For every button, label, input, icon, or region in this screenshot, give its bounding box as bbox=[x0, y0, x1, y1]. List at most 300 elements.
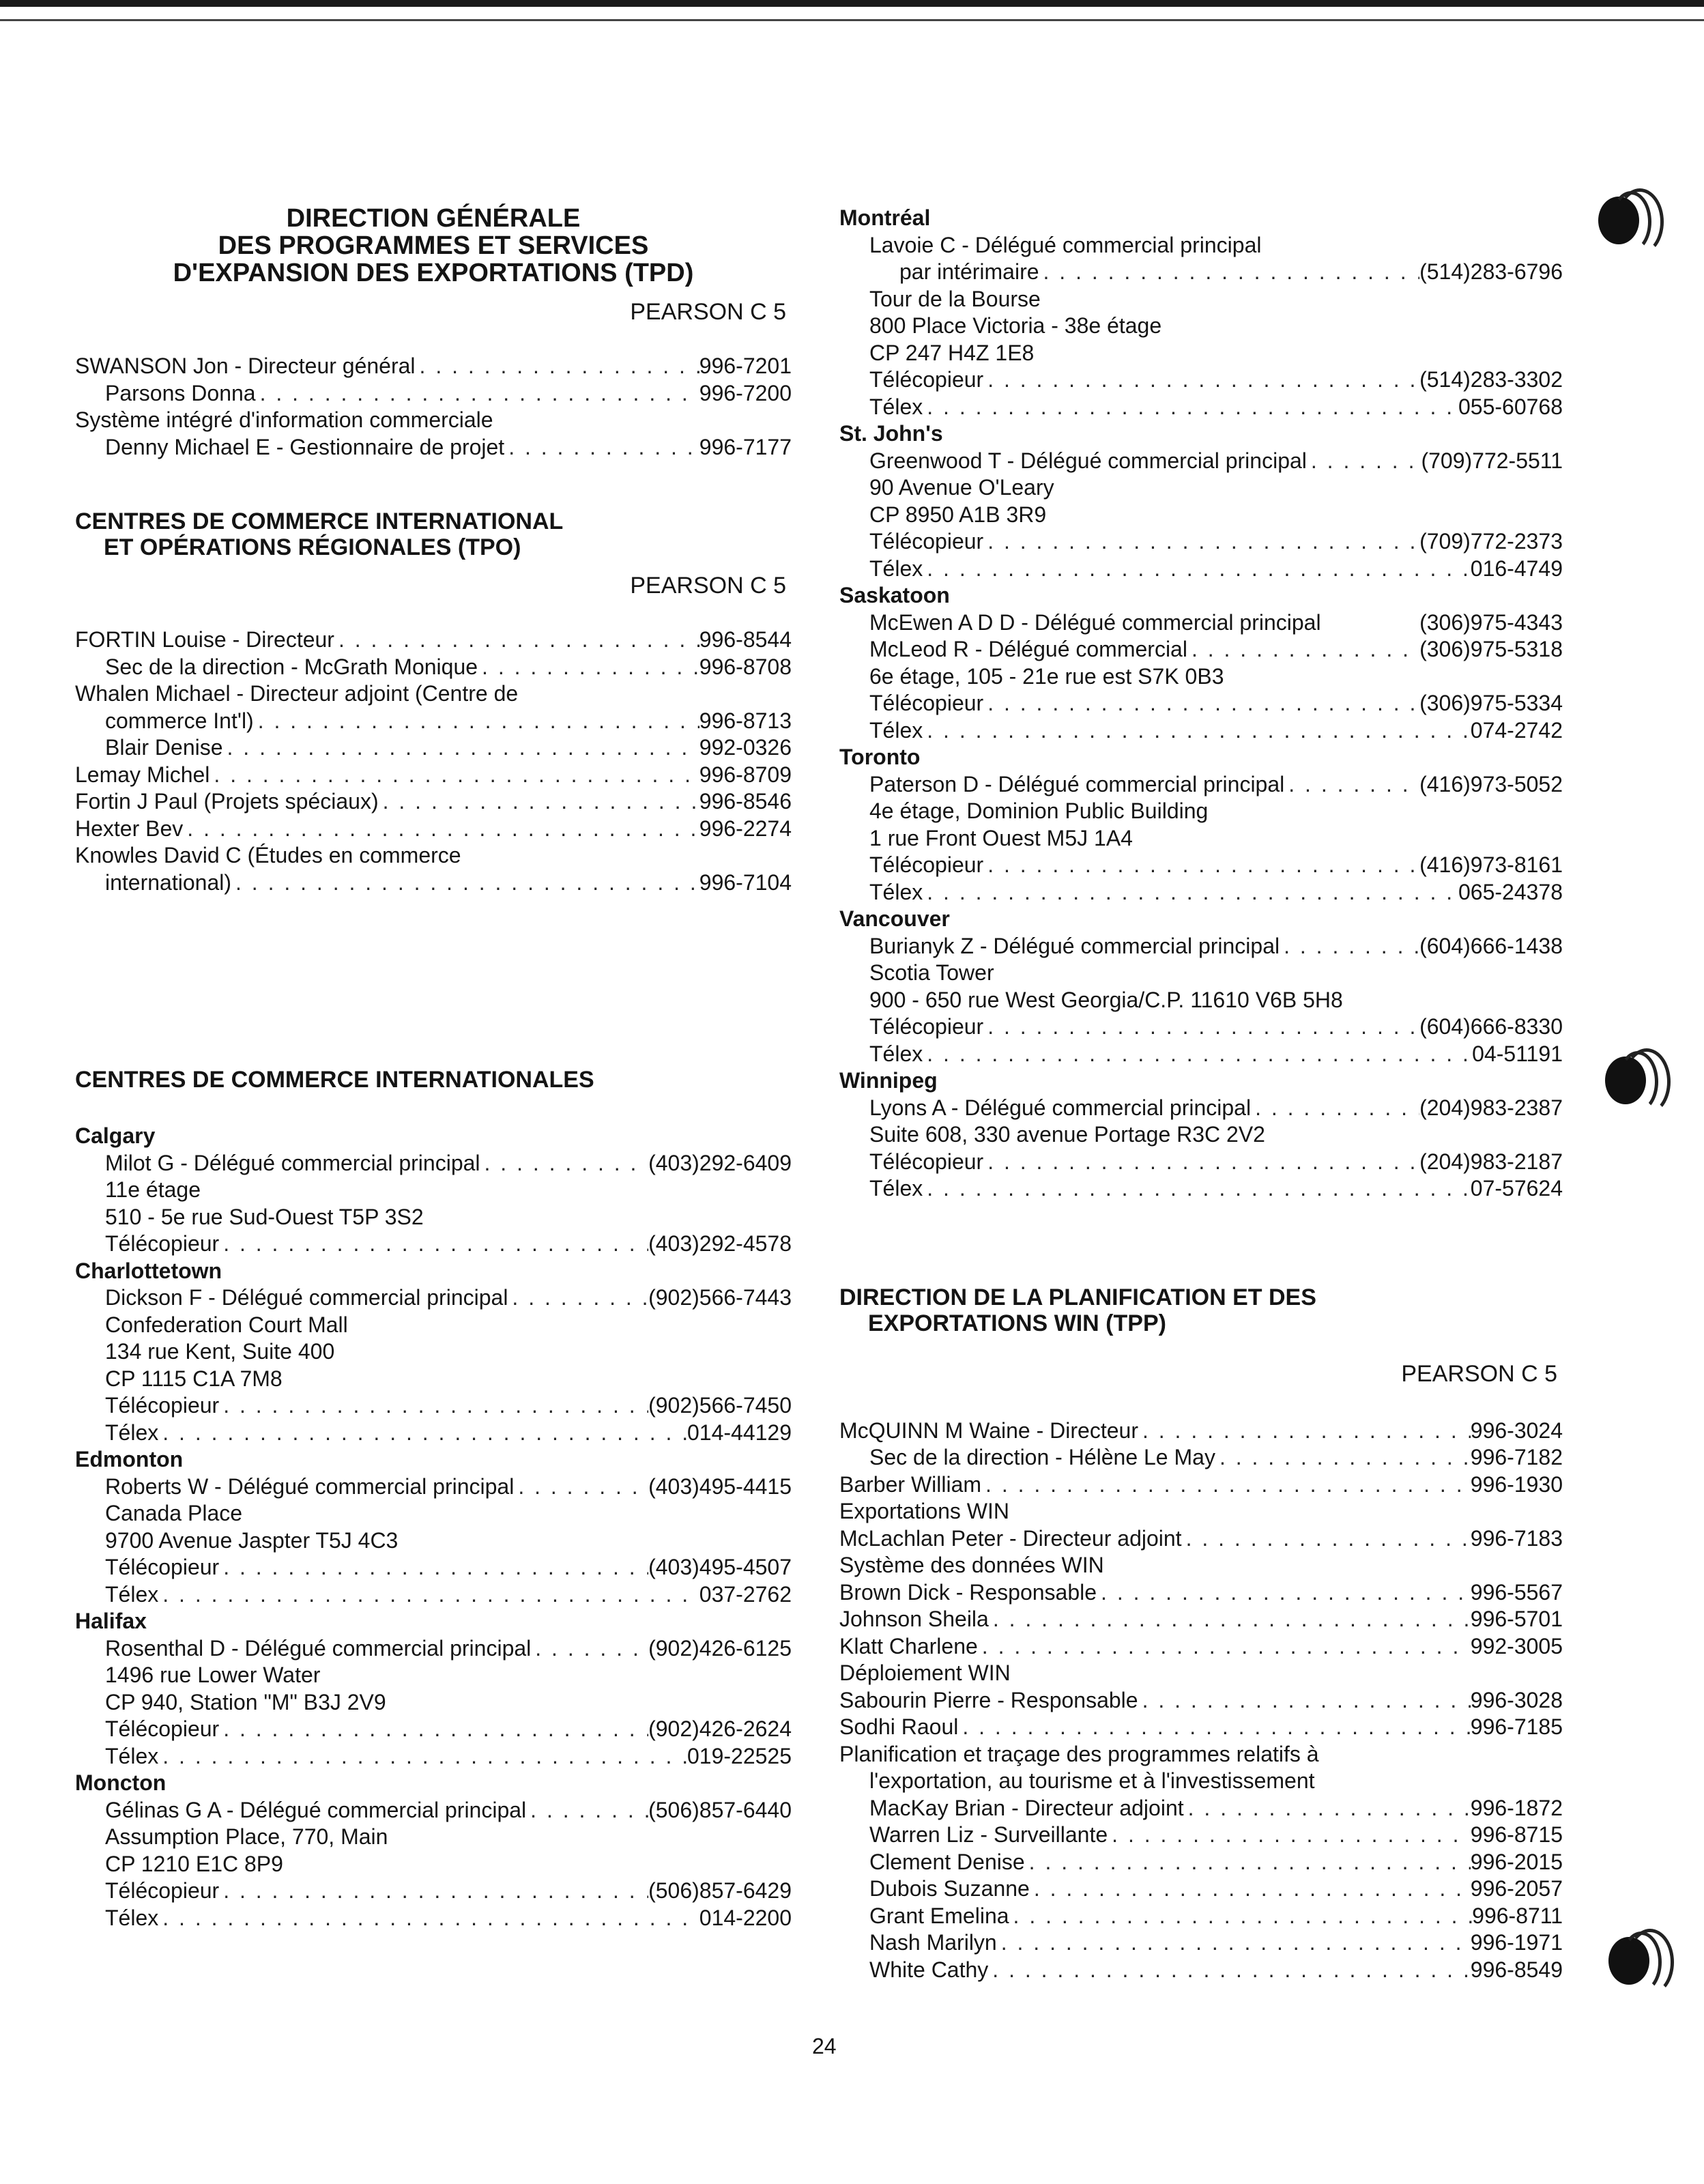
entry-label: Denny Michael E - Gestionnaire de projet bbox=[105, 434, 505, 459]
directory-row bbox=[839, 1095, 1563, 1122]
directory-row bbox=[75, 1312, 792, 1339]
directory-row bbox=[839, 1957, 1563, 1984]
entry-label: Confederation Court Mall bbox=[105, 1312, 348, 1337]
dot-leader bbox=[1097, 1579, 1471, 1607]
entry-phone: 996-3024 bbox=[1470, 1418, 1563, 1443]
directory-row bbox=[75, 1662, 792, 1689]
room-location: PEARSON C 5 bbox=[1401, 1360, 1557, 1387]
dot-leader bbox=[254, 708, 699, 735]
entry-label: Télex bbox=[869, 394, 923, 419]
entry-label: Déploiement WIN bbox=[839, 1661, 1011, 1685]
entry-phone: 996-1971 bbox=[1470, 1930, 1563, 1955]
entry-label: McEwen A D D - Délégué commercial principal bbox=[869, 609, 1321, 635]
entry-phone: 996-8549 bbox=[1470, 1957, 1563, 1982]
dot-leader bbox=[508, 1284, 648, 1312]
directory-row bbox=[839, 1849, 1563, 1876]
entry-label: White Cathy bbox=[869, 1957, 989, 1982]
dot-leader bbox=[416, 353, 699, 380]
entry-phone: 996-7185 bbox=[1470, 1714, 1563, 1739]
title-line: D'EXPANSION DES EXPORTATIONS (TPD) bbox=[173, 259, 694, 287]
entry-label: Greenwood T - Délégué commercial principal bbox=[869, 448, 1307, 473]
entry-label: 1496 rue Lower Water bbox=[105, 1663, 321, 1687]
entry-phone: (506)857-6429 bbox=[648, 1878, 792, 1903]
directory-row bbox=[75, 1177, 792, 1204]
entry-phone: 996-3028 bbox=[1470, 1687, 1563, 1712]
dot-leader bbox=[983, 367, 1419, 394]
directory-row bbox=[839, 960, 1563, 987]
entry-label: Télex bbox=[105, 1420, 159, 1445]
dot-leader bbox=[223, 734, 699, 762]
entry-label: McLeod R - Délégué commercial bbox=[869, 637, 1187, 661]
entry-label: Johnson Sheila bbox=[839, 1607, 989, 1631]
dot-leader bbox=[334, 627, 699, 654]
directory-row bbox=[75, 380, 792, 407]
directory-list bbox=[75, 353, 792, 461]
entry-phone: (902)566-7450 bbox=[648, 1393, 792, 1418]
entry-phone: (902)426-6125 bbox=[648, 1635, 792, 1661]
directory-row bbox=[839, 1876, 1563, 1903]
entry-phone: 996-8708 bbox=[699, 654, 792, 679]
directory-row bbox=[75, 1474, 792, 1501]
entry-phone: 996-8713 bbox=[699, 708, 792, 733]
directory-row bbox=[839, 1633, 1563, 1661]
entry-label: Télécopieur bbox=[105, 1555, 220, 1579]
directory-row bbox=[75, 1635, 792, 1663]
entry-phone: 996-2057 bbox=[1470, 1876, 1563, 1901]
entry-label: Télécopieur bbox=[869, 529, 984, 554]
entry-phone: 996-5701 bbox=[1470, 1607, 1563, 1631]
dot-leader bbox=[219, 1878, 648, 1905]
city-heading: Edmonton bbox=[75, 1447, 184, 1471]
entry-label: Gélinas G A - Délégué commercial principal bbox=[105, 1797, 527, 1822]
entry-label: Système des données WIN bbox=[839, 1553, 1104, 1577]
entry-label: Télécopieur bbox=[869, 367, 984, 392]
entry-phone: 996-7201 bbox=[699, 354, 792, 378]
entry-label: SWANSON Jon - Directeur général bbox=[75, 354, 416, 378]
section-title-centres: CENTRES DE COMMERCE INTERNATIONALES bbox=[75, 1067, 594, 1093]
entry-label: Planification et traçage des programmes relatifs à bbox=[839, 1741, 1319, 1766]
entry-label: 9700 Avenue Jaspter T5J 4C3 bbox=[105, 1527, 399, 1553]
dot-leader bbox=[1030, 1876, 1471, 1903]
entry-label: 510 - 5e rue Sud-Ouest T5P 3S2 bbox=[105, 1204, 424, 1229]
entry-phone: (204)983-2387 bbox=[1419, 1095, 1563, 1120]
binder-hole-icon bbox=[1590, 184, 1658, 253]
city-heading: Toronto bbox=[839, 745, 921, 769]
dot-leader bbox=[1025, 1849, 1471, 1876]
room-location: PEARSON C 5 bbox=[630, 299, 786, 325]
dot-leader bbox=[983, 528, 1419, 556]
directory-row bbox=[839, 286, 1563, 313]
dot-leader bbox=[923, 394, 1458, 421]
directory-row bbox=[839, 259, 1563, 286]
entry-label: Barber William bbox=[839, 1471, 982, 1497]
directory-row bbox=[839, 933, 1563, 960]
directory-row bbox=[839, 1498, 1563, 1525]
directory-row bbox=[75, 734, 792, 762]
entry-label: 800 Place Victoria - 38e étage bbox=[869, 313, 1162, 338]
entry-phone: (403)495-4507 bbox=[648, 1555, 792, 1579]
city-heading: Winnipeg bbox=[839, 1068, 938, 1093]
dot-leader bbox=[158, 1420, 687, 1447]
dot-leader bbox=[983, 1149, 1419, 1176]
directory-row bbox=[75, 627, 792, 654]
directory-row bbox=[75, 1204, 792, 1231]
dot-leader bbox=[983, 690, 1419, 717]
entry-phone: 055-60768 bbox=[1458, 394, 1563, 419]
entry-label: Klatt Charlene bbox=[839, 1633, 978, 1658]
entry-label: Tour de la Bourse bbox=[869, 286, 1041, 311]
entry-phone: (514)283-3302 bbox=[1419, 367, 1563, 392]
entry-label: Rosenthal D - Délégué commercial principal bbox=[105, 1635, 532, 1661]
entry-label: Nash Marilyn bbox=[869, 1930, 997, 1955]
directory-row bbox=[839, 340, 1563, 367]
directory-row bbox=[839, 1014, 1563, 1041]
dot-leader bbox=[988, 1957, 1470, 1984]
directory-row bbox=[75, 1797, 792, 1824]
entry-phone: 996-7182 bbox=[1470, 1445, 1563, 1469]
dot-leader bbox=[256, 380, 699, 407]
title-line: DES PROGRAMMES ET SERVICES bbox=[218, 231, 649, 260]
directory-row bbox=[75, 1554, 792, 1581]
dot-leader bbox=[923, 556, 1471, 583]
dot-leader bbox=[1039, 259, 1420, 286]
directory-row bbox=[839, 771, 1563, 799]
entry-label: 900 - 650 rue West Georgia/C.P. 11610 V6B 5H8 bbox=[869, 987, 1343, 1012]
dot-leader bbox=[183, 816, 699, 843]
entry-label: Télécopieur bbox=[105, 1878, 220, 1903]
directory-row bbox=[839, 1929, 1563, 1957]
entry-label: commerce Int'l) bbox=[105, 708, 254, 733]
city-heading: Charlottetown bbox=[75, 1258, 222, 1283]
entry-label: CP 8950 A1B 3R9 bbox=[869, 502, 1047, 527]
entry-phone: 996-7177 bbox=[699, 434, 792, 459]
entry-label: Télécopieur bbox=[869, 1149, 984, 1174]
entry-phone: 996-8709 bbox=[699, 762, 792, 787]
entry-label: Scotia Tower bbox=[869, 960, 994, 985]
dot-leader bbox=[997, 1929, 1471, 1957]
directory-row bbox=[839, 1795, 1563, 1822]
directory-row bbox=[75, 353, 792, 380]
entry-phone: (604)666-1438 bbox=[1419, 933, 1563, 958]
directory-row bbox=[75, 407, 792, 434]
directory-row bbox=[839, 528, 1563, 556]
entry-phone: 037-2762 bbox=[699, 1581, 792, 1607]
entry-label: Sabourin Pierre - Responsable bbox=[839, 1687, 1138, 1712]
directory-row bbox=[75, 1743, 792, 1770]
directory-row bbox=[839, 1149, 1563, 1176]
dot-leader bbox=[231, 870, 699, 897]
entry-label: Sec de la direction - McGrath Monique bbox=[105, 654, 478, 679]
entry-label: Suite 608, 330 avenue Portage R3C 2V2 bbox=[869, 1122, 1265, 1147]
city-heading: Moncton bbox=[75, 1770, 167, 1795]
entry-label: CP 1115 C1A 7M8 bbox=[105, 1366, 283, 1391]
entry-label: Milot G - Délégué commercial principal bbox=[105, 1150, 480, 1175]
directory-row bbox=[839, 1041, 1563, 1068]
directory-list bbox=[839, 1418, 1563, 1984]
directory-row bbox=[839, 1552, 1563, 1579]
dot-leader bbox=[1108, 1822, 1471, 1849]
section-centres bbox=[75, 1067, 792, 1931]
entry-label: Télex bbox=[869, 556, 923, 581]
directory-row bbox=[839, 1175, 1563, 1203]
directory-row bbox=[75, 870, 792, 897]
directory-row bbox=[75, 1284, 792, 1312]
directory-row bbox=[75, 1392, 792, 1420]
city-heading: Montréal bbox=[839, 205, 931, 230]
dot-leader bbox=[978, 1633, 1471, 1661]
directory-row bbox=[839, 1606, 1563, 1633]
top-rule bbox=[0, 19, 1704, 21]
entry-label: Télex bbox=[105, 1743, 159, 1768]
section-tpo bbox=[75, 508, 792, 896]
entry-phone: 074-2742 bbox=[1470, 717, 1563, 743]
entry-label: CP 247 H4Z 1E8 bbox=[869, 340, 1035, 365]
entry-label: 4e étage, Dominion Public Building bbox=[869, 799, 1209, 823]
dot-leader bbox=[989, 1606, 1471, 1633]
entry-phone: 996-7200 bbox=[699, 380, 792, 405]
entry-label: Knowles David C (Études en commerce bbox=[75, 843, 461, 867]
entry-label: Exportations WIN bbox=[839, 1499, 1009, 1523]
title-line: DIRECTION DE LA PLANIFICATION ET DES bbox=[839, 1284, 1316, 1310]
entry-label: Dubois Suzanne bbox=[869, 1876, 1030, 1901]
directory-row bbox=[839, 1822, 1563, 1849]
dot-leader bbox=[1009, 1903, 1473, 1930]
dot-leader bbox=[981, 1471, 1471, 1499]
entry-label: MacKay Brian - Directeur adjoint bbox=[869, 1795, 1184, 1820]
entry-label: 90 Avenue O'Leary bbox=[869, 475, 1054, 500]
dot-leader bbox=[923, 1041, 1472, 1068]
entry-label: Télex bbox=[105, 1905, 159, 1930]
entry-label: Whalen Michael - Directeur adjoint (Centre de bbox=[75, 681, 519, 706]
entry-phone: 996-8546 bbox=[699, 789, 792, 814]
city-heading: Calgary bbox=[75, 1123, 156, 1148]
entry-phone: (306)975-5334 bbox=[1419, 691, 1563, 715]
entry-label: Lavoie C - Délégué commercial principal bbox=[869, 232, 1262, 257]
entry-label: 11e étage bbox=[105, 1177, 201, 1202]
city-list bbox=[75, 1123, 792, 1931]
dot-leader bbox=[1307, 448, 1421, 475]
entry-label: Télex bbox=[869, 879, 923, 904]
directory-row bbox=[839, 987, 1563, 1014]
entry-phone: 992-3005 bbox=[1470, 1633, 1563, 1658]
entry-phone: 07-57624 bbox=[1470, 1176, 1563, 1201]
dot-leader bbox=[1284, 771, 1419, 799]
entry-phone: 996-2274 bbox=[699, 816, 792, 841]
directory-row bbox=[839, 1903, 1563, 1930]
entry-phone: 04-51191 bbox=[1472, 1041, 1563, 1066]
right-column bbox=[839, 205, 1563, 1983]
directory-row bbox=[839, 852, 1563, 879]
directory-row bbox=[839, 1687, 1563, 1714]
dot-leader bbox=[531, 1635, 648, 1663]
entry-phone: 014-2200 bbox=[699, 1905, 792, 1930]
directory-row bbox=[75, 1231, 792, 1258]
city-heading: Saskatoon bbox=[839, 583, 950, 607]
directory-row bbox=[75, 1851, 792, 1878]
page-number: 24 bbox=[812, 2034, 837, 2058]
entry-phone: 996-5567 bbox=[1470, 1579, 1563, 1605]
directory-row bbox=[839, 448, 1563, 475]
dot-leader bbox=[923, 879, 1458, 906]
title-line: DIRECTION GÉNÉRALE bbox=[286, 204, 581, 233]
entry-label: l'exportation, au tourisme et à l'investissement bbox=[869, 1768, 1315, 1793]
section-title-tpp bbox=[839, 1284, 1563, 1336]
entry-phone: (709)772-2373 bbox=[1419, 529, 1563, 554]
entry-phone: 019-22525 bbox=[687, 1743, 792, 1768]
dot-leader bbox=[504, 434, 699, 461]
entry-phone: (902)426-2624 bbox=[648, 1716, 792, 1741]
entry-label: Assumption Place, 770, Main bbox=[105, 1824, 388, 1849]
dot-leader bbox=[983, 1014, 1419, 1041]
entry-label: Télex bbox=[869, 717, 923, 743]
entry-label: Télex bbox=[869, 1041, 923, 1066]
entry-label: Dickson F - Délégué commercial principal bbox=[105, 1285, 508, 1310]
entry-label: Télécopieur bbox=[869, 691, 984, 715]
directory-row bbox=[75, 1581, 792, 1609]
entry-phone: (506)857-6440 bbox=[648, 1797, 792, 1822]
directory-row bbox=[839, 474, 1563, 502]
dot-leader bbox=[923, 1175, 1471, 1203]
dot-leader bbox=[1280, 933, 1419, 960]
entry-phone: 992-0326 bbox=[699, 735, 792, 760]
directory-row bbox=[839, 502, 1563, 529]
entry-phone: (306)975-5318 bbox=[1419, 637, 1563, 661]
entry-phone: (604)666-8330 bbox=[1419, 1014, 1563, 1039]
entry-label: Télécopieur bbox=[105, 1231, 220, 1256]
entry-label: Clement Denise bbox=[869, 1849, 1025, 1874]
directory-row bbox=[75, 1500, 792, 1527]
directory-row bbox=[839, 1444, 1563, 1471]
entry-label: 1 rue Front Ouest M5J 1A4 bbox=[869, 825, 1133, 850]
directory-row bbox=[75, 1824, 792, 1851]
section-tpp bbox=[839, 1284, 1563, 1984]
entry-label: Burianyk Z - Délégué commercial principal bbox=[869, 933, 1280, 958]
room-location: PEARSON C 5 bbox=[630, 573, 786, 599]
directory-row bbox=[75, 1366, 792, 1393]
entry-phone: (709)772-5511 bbox=[1421, 448, 1563, 473]
directory-row bbox=[75, 680, 792, 708]
directory-row bbox=[75, 708, 792, 735]
directory-row bbox=[75, 1527, 792, 1555]
section-title-tpo bbox=[75, 508, 792, 560]
entry-label: CP 940, Station "M" B3J 2V9 bbox=[105, 1689, 386, 1714]
city-heading: St. John's bbox=[839, 421, 943, 446]
entry-label: CP 1210 E1C 8P9 bbox=[105, 1851, 283, 1876]
entry-phone: 996-2015 bbox=[1470, 1849, 1563, 1874]
dot-leader bbox=[219, 1231, 648, 1258]
directory-row bbox=[75, 654, 792, 681]
entry-phone: (403)292-4578 bbox=[648, 1231, 792, 1256]
entry-label: Sec de la direction - Hélène Le May bbox=[869, 1445, 1215, 1469]
directory-row bbox=[839, 717, 1563, 745]
directory-row bbox=[839, 825, 1563, 852]
dot-leader bbox=[379, 788, 699, 816]
entry-phone: (204)983-2187 bbox=[1419, 1149, 1563, 1174]
entry-phone: 996-1872 bbox=[1470, 1795, 1563, 1820]
directory-row bbox=[75, 1150, 792, 1177]
entry-phone: 996-7183 bbox=[1470, 1525, 1563, 1551]
entry-label: international) bbox=[105, 870, 231, 895]
entry-label: McLachlan Peter - Directeur adjoint bbox=[839, 1525, 1182, 1551]
directory-row bbox=[839, 367, 1563, 394]
entry-label: Grant Emelina bbox=[869, 1903, 1009, 1928]
directory-row bbox=[75, 788, 792, 816]
directory-row bbox=[839, 798, 1563, 825]
entry-phone: 996-8715 bbox=[1470, 1822, 1563, 1847]
directory-row bbox=[75, 434, 792, 461]
entry-label: Brown Dick - Responsable bbox=[839, 1579, 1097, 1605]
entry-label: Fortin J Paul (Projets spéciaux) bbox=[75, 789, 379, 814]
entry-label: Système intégré d'information commerciale bbox=[75, 407, 493, 432]
directory-row bbox=[75, 1338, 792, 1366]
directory-row bbox=[75, 816, 792, 843]
dot-leader bbox=[219, 1716, 648, 1743]
entry-label: Télex bbox=[869, 1176, 923, 1201]
dot-leader bbox=[1138, 1418, 1471, 1445]
dot-leader bbox=[526, 1797, 648, 1824]
directory-row bbox=[839, 232, 1563, 259]
directory-row bbox=[75, 1905, 792, 1932]
entry-label: Warren Liz - Surveillante bbox=[869, 1822, 1108, 1847]
entry-label: Canada Place bbox=[105, 1501, 243, 1525]
entry-phone: (514)283-6796 bbox=[1419, 259, 1563, 284]
title-line: CENTRES DE COMMERCE INTERNATIONAL bbox=[75, 508, 564, 534]
directory-row bbox=[839, 1471, 1563, 1499]
entry-phone: (403)292-6409 bbox=[648, 1150, 792, 1175]
dot-leader bbox=[219, 1392, 648, 1420]
entry-label: Parsons Donna bbox=[105, 380, 256, 405]
city-list bbox=[839, 205, 1563, 1203]
dot-leader bbox=[1187, 636, 1419, 663]
entry-label: Lemay Michel bbox=[75, 762, 210, 787]
left-column bbox=[75, 205, 792, 1931]
city-heading: Halifax bbox=[75, 1609, 147, 1633]
dot-leader bbox=[158, 1581, 699, 1609]
directory-row bbox=[839, 1741, 1563, 1768]
entry-phone: (902)566-7443 bbox=[648, 1285, 792, 1310]
entry-label: Lyons A - Délégué commercial principal bbox=[869, 1095, 1252, 1120]
entry-label: FORTIN Louise - Directeur bbox=[75, 627, 334, 652]
entry-label: Hexter Bev bbox=[75, 816, 184, 841]
dot-leader bbox=[923, 717, 1471, 745]
top-border bbox=[0, 0, 1704, 7]
dot-leader bbox=[1215, 1444, 1471, 1471]
entry-phone: 016-4749 bbox=[1470, 556, 1563, 581]
entry-phone: (416)973-5052 bbox=[1419, 771, 1563, 796]
dot-leader bbox=[480, 1150, 649, 1177]
entry-label: Sodhi Raoul bbox=[839, 1714, 959, 1739]
entry-phone: (306)975-4343 bbox=[1419, 609, 1563, 635]
entry-label: Télécopieur bbox=[869, 1014, 984, 1039]
directory-row bbox=[75, 842, 792, 870]
entry-phone: 996-7104 bbox=[699, 870, 792, 895]
dot-leader bbox=[219, 1554, 648, 1581]
entry-label: Télécopieur bbox=[869, 852, 984, 877]
directory-row bbox=[839, 690, 1563, 717]
dot-leader bbox=[1251, 1095, 1419, 1122]
entry-label: Paterson D - Délégué commercial principal bbox=[869, 771, 1285, 796]
directory-row bbox=[75, 1420, 792, 1447]
entry-phone: (416)973-8161 bbox=[1419, 852, 1563, 877]
section-title-tpd bbox=[75, 205, 792, 287]
directory-row bbox=[75, 1689, 792, 1716]
city-heading: Vancouver bbox=[839, 906, 950, 931]
entry-phone: 065-24378 bbox=[1458, 879, 1563, 904]
dot-leader bbox=[210, 762, 699, 789]
directory-row bbox=[839, 1660, 1563, 1687]
dot-leader bbox=[478, 654, 699, 681]
directory-row bbox=[839, 636, 1563, 663]
